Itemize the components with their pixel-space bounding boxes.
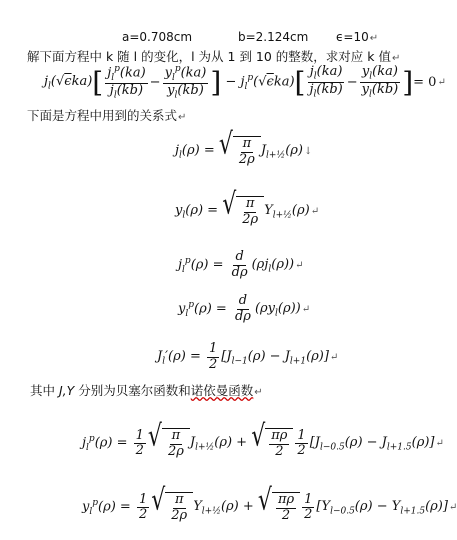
- eq-jp-expanded: $j_l^p(\rho)$ = $\frac{1}{2}$ √ $\frac{\pi}{2\rho}$ $J_{l+\frac{1}{2}}(\rho)$ + √ $\frac{\pi\rho}{2}$ $\frac{1}{2}$ $[J_{l-0.5}(\rho) - J_{l+1.5}(\rho)]$ ↵: [82, 419, 444, 459]
- eq-j-l: $j_l(\rho)$ = √ $\frac{\pi}{2\rho}$ $J_{l+\frac{1}{2}}(\rho)$ ↓: [175, 127, 313, 167]
- main-equation: $j_l(√\epsilon ka)$ [ $\frac{j_l^p(ka)}{j_l(kb)}$ − $\frac{y_l^p(ka)}{y_l(kb)}$ ] − $j_l^p(√\epsilon ka)$ [ $\frac{j_l(ka)}{j_l(kb)}$ − $\frac{y_l(ka)}{y_l(kb)}$ ] = 0 ↵: [44, 64, 446, 101]
- param-epsilon: ϵ=10↵: [336, 30, 379, 44]
- relations-heading: 下面是方程中用到的关系式↵: [27, 108, 187, 123]
- eq-J-prime: $J_l'(\rho)$ = $\frac{1}{2}$ $[J_{l-1}(\rho) - J_{l+1}(\rho)]$ ↵: [157, 341, 339, 372]
- eq-y-l: $y_l(\rho)$ = √ $\frac{\pi}{2\rho}$ $Y_{l+\frac{1}{2}}(\rho)$ ↵: [175, 187, 320, 227]
- note-text: 其中 J,Y 分别为贝塞尔函数和诺依曼函数↵: [30, 383, 263, 398]
- param-b: b=2.124cm: [238, 30, 309, 44]
- eq-jp-l: $j_l^p(\rho)$ = $\frac{d}{d\rho}$ $(\rho j_l(\rho))$ ↵: [178, 249, 304, 280]
- param-a: a=0.708cm: [122, 30, 193, 44]
- eq-yp-expanded: $y_l^p(\rho)$ = $\frac{1}{2}$ √ $\frac{\pi}{2\rho}$ $Y_{l+\frac{1}{2}}(\rho)$ + √ $\frac{\pi\rho}{2}$ $\frac{1}{2}$ $[Y_{l-0.5}(\rho) - Y_{l+1.5}(\rho)]$ ↵: [82, 483, 457, 523]
- eq-yp-l: $y_l^p(\rho)$ = $\frac{d}{d\rho}$ $(\rho y_l(\rho))$ ↵: [178, 293, 311, 324]
- intro-text: 解下面方程中 k 随 l 的变化，l 为从 1 到 10 的整数，求对应 k 值↵: [27, 49, 401, 64]
